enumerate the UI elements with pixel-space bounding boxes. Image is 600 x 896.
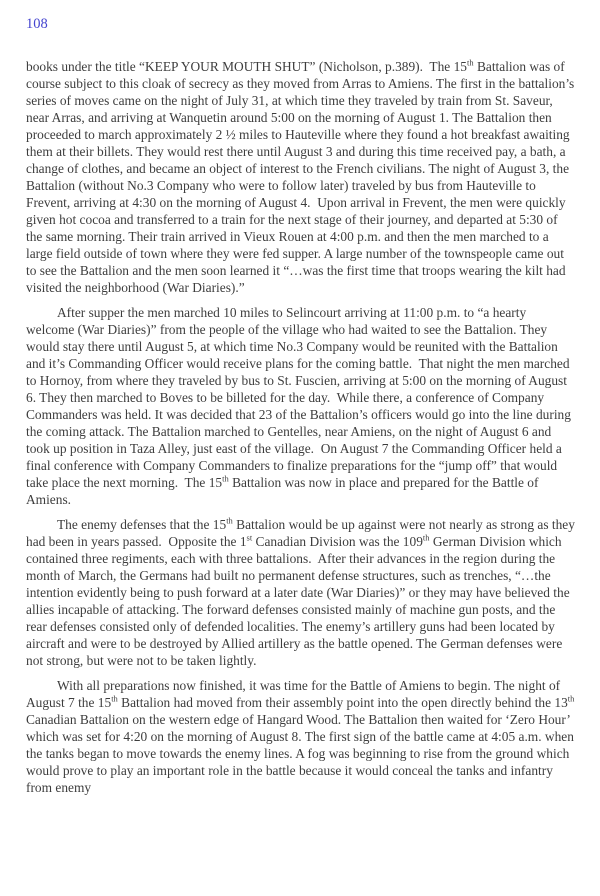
ordinal-superscript: th (111, 693, 118, 704)
page-number: 108 (26, 16, 48, 32)
paragraph: After supper the men marched 10 miles to Selincourt arriving at 11:00 p.m. to “a hearty welcome (War Diaries)” from the people of the village who had waited to see the Battalion. They would stay there until August 5, at which time No.3 Company would be reunited with the Battalion and it’s Commanding Officer would receive plans for the coming battle. That night the men marched to Hornoy, from where they traveled by bus to St. Fuscien, arriving at 5:00 on the morning of August 6. They then marched to Boves to be billeted for the day. While there, a conference of Company Commanders was held. It was decided that 23 of the Battalion’s officers would go into the line during the coming attack. The Battalion marched to Gentelles, near Amiens, on the night of August 6 and took up position in Taza Alley, just east of the village. On August 7 the Commanding Officer held a final conference with Company Commanders to finalize preparations for the “jump off” that would take place the next morning. The 15th Battalion was now in place and prepared for the Battle of Amiens. (26, 305, 575, 507)
ordinal-superscript: th (226, 515, 233, 526)
ordinal-superscript: th (567, 693, 575, 704)
paragraph: books under the title “KEEP YOUR MOUTH SHUT” (Nicholson, p.389). The 15th Battalion was of course subject to this cloak of secrecy as they moved from Arras to Amiens. The first in the battalion’s series of moves came on the night of July 31, at which time they traveled by train from St. Saveur, near Arras, and arriving at Wanquetin around 5:00 on the morning of August 1. The Battalion then proceeded to march approximately 2 ½ miles to Hauteville where they found a hot breakfast awaiting them at their billets. They would rest there until August 3 and during this time received pay, a bath, a change of clothes, and became an object of interest to the French civilians. The night of August 3, the Battalion (without No.3 Company who were to follow later) traveled by bus from Hauteville to Frevent, arriving at 4:30 on the morning of August 4. Upon arrival in Frevent, the men were quickly given hot cocoa and transferred to a train for the next stage of their journey, and departed at 5:30 of the same morning. Their train arrived in Vieux Rouen at 4:00 p.m. and then the men marched to a large field outside of town where they were fed supper. A large number of the townspeople came out to see the Battalion and the men soon learned it “…was the first time that troops wearing the kilt had visited the neighborhood (War Diaries).” (26, 57, 578, 295)
paragraph: The enemy defenses that the 15th Battalion would be up against were not nearly as strong as they had been in years passed. Opposite the 1st Canadian Division was the 109th German Division which contained three regiments, each with three battalions. After their advances in the region during the month of March, the Germans had built no permanent defense structures, such as trenches, “…the intention evidently being to push forward at a later date (War Diaries)” or they may have believed the allies incapable of attacking. The forward defenses consisted mainly of machine gun posts, and the rear defenses consisted only of defended localities. The enemy’s artillery guns had been located by aircraft and were to be destroyed by Allied artillery as the battle opened. The German defenses were not strong, but were not to be taken lightly. (26, 515, 579, 668)
ordinal-superscript: th (422, 532, 430, 543)
ordinal-superscript: st (246, 532, 253, 543)
document-body (26, 58, 577, 796)
ordinal-superscript: th (466, 57, 474, 68)
paragraph: With all preparations now finished, it was time for the Battle of Amiens to begin. The night of August 7 the 15th Battalion had moved from their assembly point into the open directly behind the 13th Canadian Battalion on the western edge of Hangard Wood. The Battalion then waited for ‘Zero Hour’ which was set for 4:20 on the morning of August 8. The first sign of the battle came at 4:05 a.m. when the tanks began to move towards the enemy lines. A fog was beginning to rise from the ground which would prove to play an important role in the battle because it would conceal the tanks and infantry from enemy (26, 678, 578, 795)
ordinal-superscript: th (222, 473, 229, 484)
